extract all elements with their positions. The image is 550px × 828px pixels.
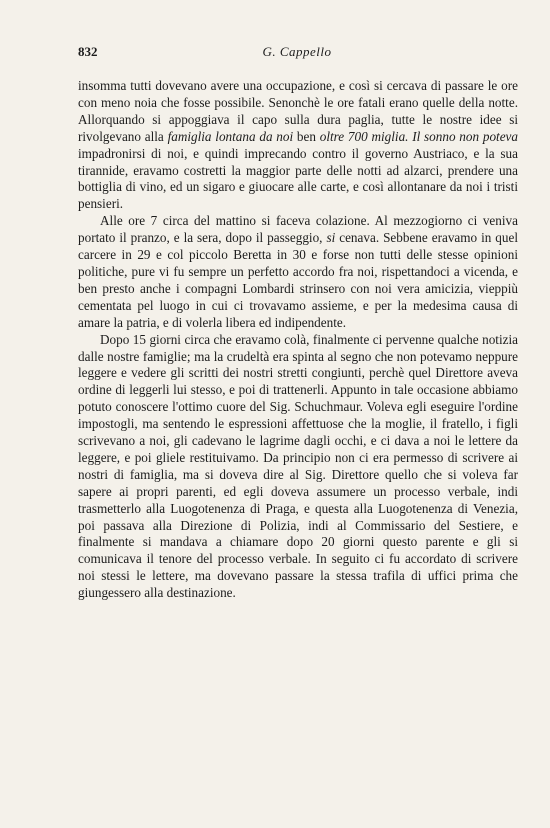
body-text — [78, 78, 518, 602]
paragraph-1-text-e: impadronirsi di noi, e quindi imprecando contro il governo Austriaco, e la sua tirannide, eravamo costretti la maggior parte delle notti ad alzarci, prendere una bottiglia di vino, ed un sigaro e giuocare alle carte, e così allontanare da noi i tristi pensieri. — [78, 145, 518, 212]
paragraph-2 — [78, 213, 518, 331]
paragraph-1-italic-d: oltre 700 miglia. Il sonno non poteva — [319, 128, 519, 144]
paragraph-1 — [78, 78, 518, 213]
running-head: G. Cappello — [262, 44, 332, 59]
page-header — [78, 44, 516, 64]
page-number: 832 — [78, 44, 98, 59]
paragraph-1-text-c: ben — [293, 128, 320, 144]
paragraph-3-text-a: Dopo 15 giorni circa che eravamo colà, finalmente ci pervenne qualche notizia dalle nostre famiglie; ma la crudeltà era spinta al segno che non potevamo neppure leggere e vedere gli scritti dei nostri stretti congiunti, perchè quel Direttore aveva ordine di leggerli lui stesso, e poi di trattenerli. Appunto in tale occasione abbiamo potuto conoscere l'ottimo cuore del Sig. Schuchmaur. Voleva egli eseguire l'ordine impostogli, ma sentendo le espressioni affettuose che la moglie, il fratello, i figli scrivevano a noi, gli cadevano le lagrime dagli occhi, e ci dava a noi le lettere da leggere, e poi gliele restituivamo. Da principio non ci era permesso di scrivere ai nostri di famiglia, ma si doveva dire al Sig. Direttore quello che si voleva far sapere ai propri parenti, ed egli doveva assumere un processo verbale, indi trasmetterlo alla Luogotenenza di Praga, e questa alla Luogotenenza di Venezia, poi passava alla Direzione di Polizia, indi al Commissario del Sestiere, e finalmente si mandava a chiamare dopo 20 giorni questo parente e gli si comunicava il tenore del processo verbale. In seguito ci fu accordato di scrivere noi stessi le lettere, ma dovevano passare la stessa trafila di uffici prima che giungessero alla destinazione. — [78, 331, 518, 601]
paragraph-2-text-a: Alle ore 7 circa del mattino si faceva colazione. Al mezzogiorno ci veniva portato il pranzo, e la sera, dopo il passeggio, — [78, 213, 518, 246]
paragraph-2-text-c: cenava. Sebbene eravamo in quel carcere in 29 e col piccolo Beretta in 30 e forse non tutti delle stesse opinioni politiche, pure vi fu sempre un perfetto accordo fra noi, rispettandoci a vicenda, e ben presto anche i compagni Lombardi strinsero con noi vera amicizia, vieppiù cementata pel luogo in cui ci trovavamo assieme, e per la medesima causa di amare la patria, e di volerla libera ed indipendente. — [78, 230, 519, 330]
paragraph-1-text-a: insomma tutti dovevano avere una occupazione, e così si cercava di passare le ore con meno noia che fosse possibile. Senonchè le ore fatali erano quelle della notte. Allorquando si appoggiava il capo sulla dura paglia, tutte le nostre idee si rivolgevano alla — [78, 78, 518, 144]
paragraph-3 — [78, 332, 518, 603]
paragraph-1-italic-b: famiglia lontana da noi — [167, 128, 294, 144]
paragraph-2-italic-b: si — [326, 230, 336, 246]
